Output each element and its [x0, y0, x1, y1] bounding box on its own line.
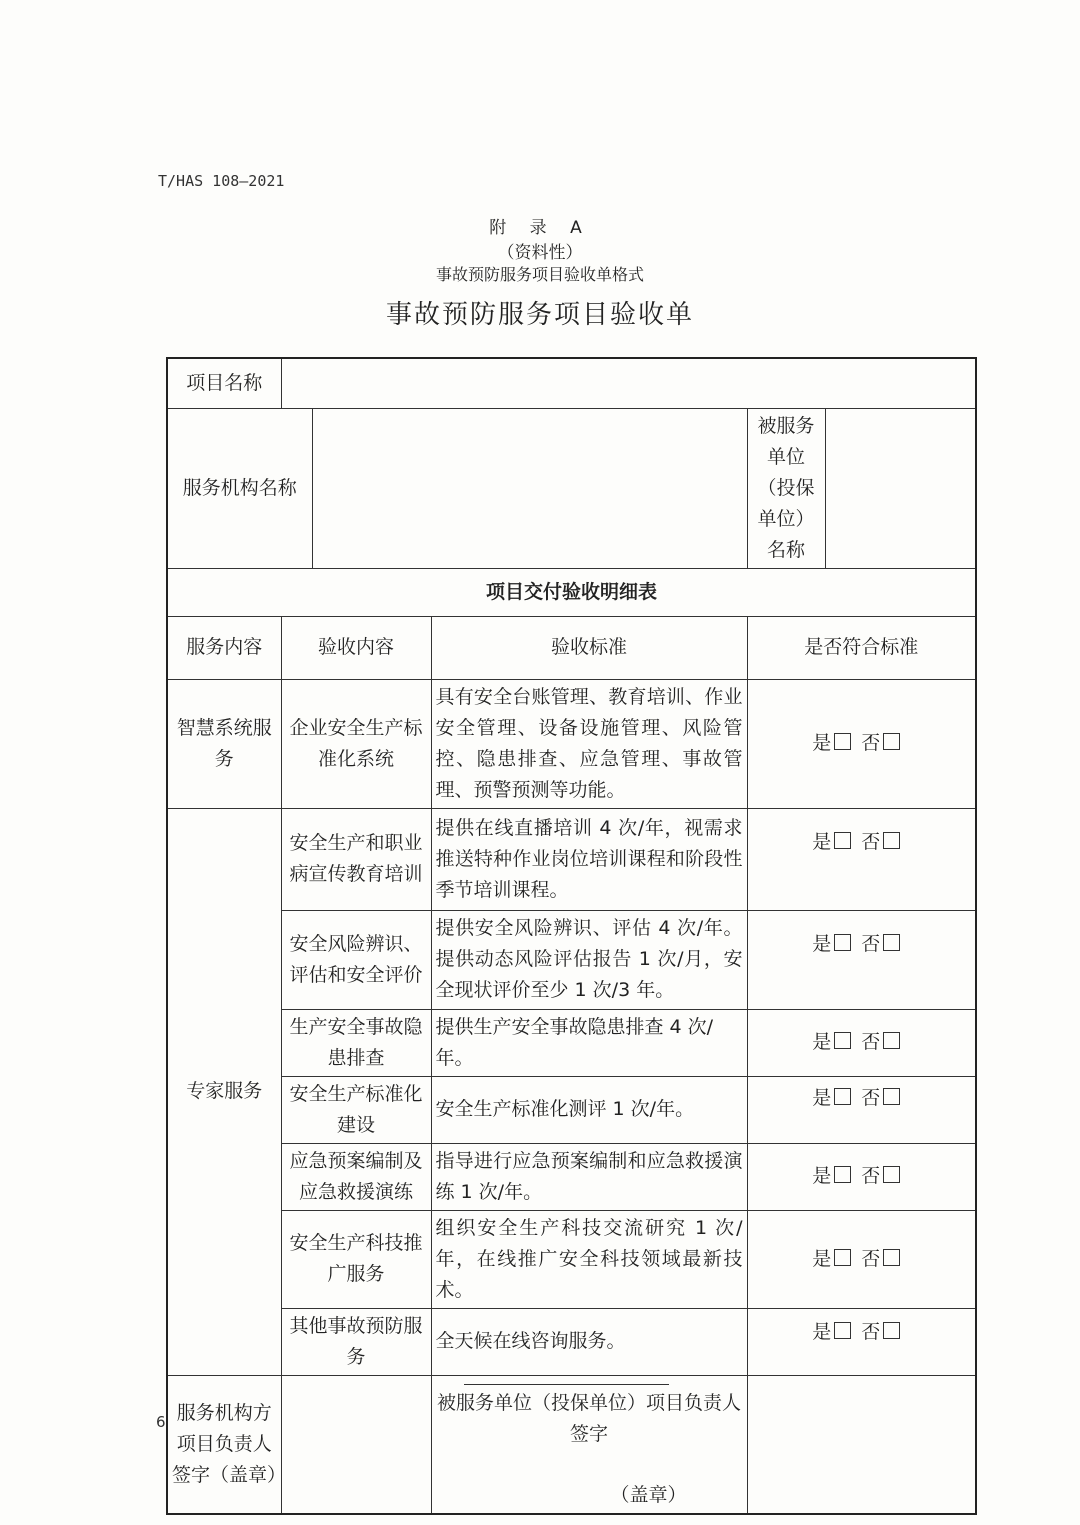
no-label: 否 — [861, 732, 881, 754]
acceptance-standard: 组织安全生产科技交流研究 1 次/年，在线推广安全科技领域最新技术。 — [431, 1210, 747, 1308]
no-checkbox[interactable] — [883, 1249, 900, 1266]
yes-label: 是 — [812, 1165, 832, 1187]
no-label: 否 — [861, 1320, 881, 1343]
signature-row — [167, 1375, 976, 1514]
yes-checkbox[interactable] — [834, 1322, 851, 1339]
column-header-standard: 验收标准 — [431, 616, 747, 679]
appendix-subtitle: 事故预防服务项目验收单格式 — [435, 265, 644, 284]
acceptance-standard: 指导进行应急预案编制和应急救援演练 1 次/年。 — [431, 1143, 747, 1210]
no-label: 否 — [861, 1086, 881, 1109]
yes-checkbox[interactable] — [834, 1249, 851, 1266]
end-rule — [464, 1384, 669, 1385]
acceptance-standard: 全天候在线咨询服务。 — [431, 1308, 747, 1375]
acceptance-content: 安全风险辨识、评估和安全评价 — [281, 910, 431, 1009]
detail-header-row — [167, 568, 976, 616]
table-row — [167, 1210, 976, 1308]
no-label: 否 — [861, 1165, 881, 1187]
column-header-compliance: 是否符合标准 — [747, 616, 976, 679]
table-row — [167, 1009, 976, 1076]
compliance-check — [747, 1210, 976, 1308]
compliance-check — [747, 1009, 976, 1076]
acceptance-standard: 提供安全风险辨识、评估 4 次/年。提供动态风险评估报告 1 次/月，安全现状评价至少 1 次/3 年。 — [431, 910, 747, 1009]
no-checkbox[interactable] — [883, 1166, 900, 1183]
table-row — [167, 910, 976, 1009]
yes-checkbox[interactable] — [834, 1166, 851, 1183]
yes-checkbox[interactable] — [834, 1032, 851, 1049]
served-unit-label: 被服务单位（投保单位）名称 — [747, 408, 825, 568]
yes-label: 是 — [812, 1086, 832, 1109]
acceptance-content: 应急预案编制及应急救援演练 — [281, 1143, 431, 1210]
form-title: 事故预防服务项目验收单 — [385, 300, 694, 330]
served-unit-signature-field[interactable] — [747, 1375, 976, 1514]
compliance-check — [747, 1143, 976, 1210]
compliance-check — [747, 1308, 976, 1375]
acceptance-content: 安全生产科技推广服务 — [281, 1210, 431, 1308]
yes-checkbox[interactable] — [834, 1088, 851, 1105]
agency-name-label: 服务机构名称 — [167, 408, 312, 568]
compliance-check — [747, 679, 976, 808]
table-row — [167, 808, 976, 910]
compliance-check — [747, 1076, 976, 1143]
no-checkbox[interactable] — [883, 1032, 900, 1049]
table-row — [167, 1143, 976, 1210]
page-number: 6 — [156, 1413, 166, 1431]
appendix-label: 附 录 A — [489, 218, 591, 238]
agency-signature-field[interactable] — [281, 1375, 431, 1514]
no-checkbox[interactable] — [883, 934, 900, 951]
served-unit-field[interactable] — [825, 408, 976, 568]
acceptance-standard: 提供在线直播培训 4 次/年，视需求推送特种作业岗位培训课程和阶段性季节培训课程。 — [431, 808, 747, 910]
column-header-content: 验收内容 — [281, 616, 431, 679]
yes-checkbox[interactable] — [834, 733, 851, 750]
no-checkbox[interactable] — [883, 733, 900, 750]
column-header-row — [167, 616, 976, 679]
column-header-service: 服务内容 — [167, 616, 281, 679]
table-row — [167, 1308, 976, 1375]
yes-label: 是 — [812, 830, 832, 853]
agency-row — [167, 408, 976, 568]
no-checkbox[interactable] — [883, 832, 900, 849]
no-label: 否 — [861, 1247, 881, 1270]
acceptance-standard: 提供生产安全事故隐患排查 4 次/年。 — [431, 1009, 747, 1076]
served-unit-signature-label: 被服务单位（投保单位）项目负责人签字 — [436, 1391, 741, 1445]
acceptance-standard: 具有安全台账管理、教育培训、作业安全管理、设备设施管理、风险管控、隐患排查、应急管理、事故管理、预警预测等功能。 — [431, 679, 747, 808]
appendix-nature: （资料性） — [497, 243, 583, 263]
no-checkbox[interactable] — [883, 1088, 900, 1105]
acceptance-content: 安全生产标准化建设 — [281, 1076, 431, 1143]
no-checkbox[interactable] — [883, 1322, 900, 1339]
detail-header: 项目交付验收明细表 — [167, 568, 976, 616]
yes-checkbox[interactable] — [834, 934, 851, 951]
acceptance-content: 生产安全事故隐患排查 — [281, 1009, 431, 1076]
no-label: 否 — [861, 830, 881, 853]
yes-checkbox[interactable] — [834, 832, 851, 849]
acceptance-content: 安全生产和职业病宣传教育培训 — [281, 808, 431, 910]
no-label: 否 — [861, 932, 881, 955]
no-label: 否 — [861, 1031, 881, 1053]
project-name-label: 项目名称 — [167, 358, 281, 408]
yes-label: 是 — [812, 1320, 832, 1343]
yes-label: 是 — [812, 932, 832, 955]
yes-label: 是 — [812, 732, 832, 754]
document-code: T/HAS 108—2021 — [158, 172, 285, 190]
project-name-row — [167, 358, 976, 408]
compliance-check — [747, 808, 976, 910]
served-unit-signature-block — [431, 1375, 747, 1514]
table-row — [167, 679, 976, 808]
yes-label: 是 — [812, 1031, 832, 1053]
acceptance-content: 企业安全生产标准化系统 — [281, 679, 431, 808]
yes-label: 是 — [812, 1247, 832, 1270]
agency-name-field[interactable] — [312, 408, 747, 568]
compliance-check — [747, 910, 976, 1009]
group-smart-system: 智慧系统服务 — [167, 679, 281, 808]
table-row — [167, 1076, 976, 1143]
project-name-field[interactable] — [281, 358, 976, 408]
acceptance-content: 其他事故预防服务 — [281, 1308, 431, 1375]
agency-signature-label: 服务机构方项目负责人签字（盖章） — [167, 1375, 281, 1514]
group-expert-service: 专家服务 — [167, 808, 281, 1375]
acceptance-form-table — [166, 357, 977, 1515]
acceptance-standard: 安全生产标准化测评 1 次/年。 — [431, 1076, 747, 1143]
seal-label: （盖章） — [610, 1483, 687, 1506]
